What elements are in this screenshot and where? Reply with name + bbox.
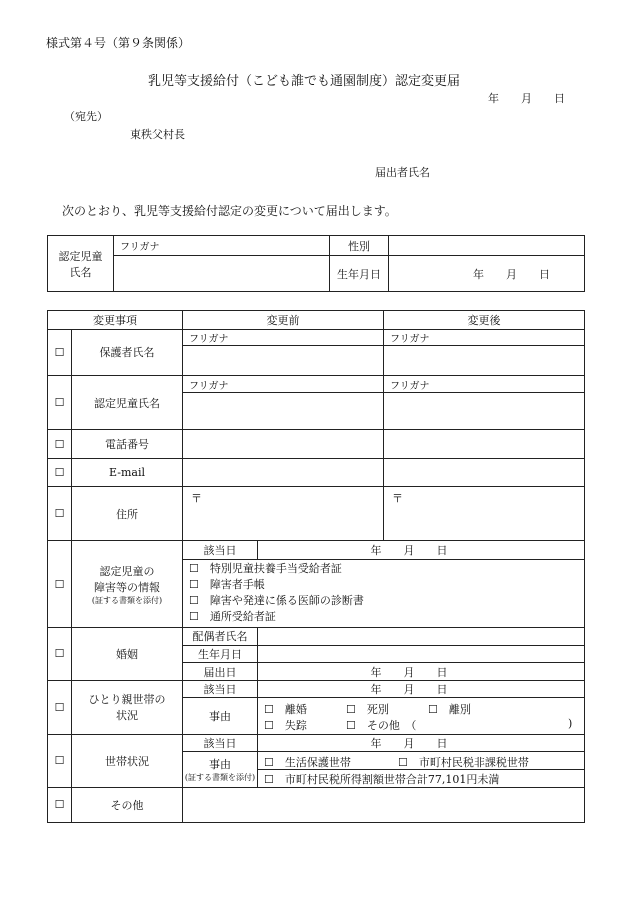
- checkbox-phone[interactable]: ☐: [48, 430, 72, 459]
- applicant-name-label: 届出者氏名: [375, 166, 430, 179]
- single-parent-date-field[interactable]: 年 月 日: [258, 680, 585, 698]
- child-before-field[interactable]: [183, 392, 384, 429]
- address-after-field[interactable]: 〒: [384, 487, 585, 541]
- guardian-after-furigana[interactable]: フリガナ: [384, 329, 585, 346]
- disability-option-2[interactable]: ☐ 障害者手帳: [189, 577, 265, 591]
- single-parent-reasons: [258, 698, 585, 734]
- checkbox-other[interactable]: ☐: [48, 787, 72, 822]
- child-furigana-field[interactable]: フリガナ: [114, 236, 330, 256]
- checkbox-disability[interactable]: ☐: [48, 541, 72, 628]
- change-table: [47, 310, 585, 823]
- checkbox-address[interactable]: ☐: [48, 487, 72, 541]
- marriage-label: 婚姻: [72, 628, 183, 681]
- intro-text: 次のとおり、乳児等支援給付認定の変更について届出します。: [62, 204, 397, 218]
- disability-option-1[interactable]: ☐ 特別児童扶養手当受給者証: [189, 561, 342, 575]
- checkbox-email[interactable]: ☐: [48, 459, 72, 487]
- header-before: 変更前: [183, 311, 384, 330]
- email-before-field[interactable]: [183, 459, 384, 487]
- reason-other-close: ): [568, 717, 573, 731]
- child-name-label: 認定児童氏名: [72, 376, 183, 430]
- child-after-field[interactable]: [384, 392, 585, 429]
- other-field[interactable]: [183, 787, 585, 822]
- addressee: 東秩父村長: [130, 128, 185, 141]
- household-option-tax-exempt[interactable]: ☐ 市町村民税非課税世帯: [398, 755, 529, 769]
- spouse-label: 配偶者氏名: [183, 628, 258, 646]
- addressee-label: （宛先）: [64, 110, 108, 123]
- single-parent-reason-label: 事由: [183, 698, 258, 734]
- household-options: [258, 752, 585, 787]
- checkbox-single-parent[interactable]: ☐: [48, 680, 72, 734]
- checkbox-guardian[interactable]: ☐: [48, 329, 72, 376]
- disability-option-4[interactable]: ☐ 通所受給者証: [189, 609, 276, 623]
- checkbox-marriage[interactable]: ☐: [48, 628, 72, 681]
- household-label: 世帯状況: [72, 734, 183, 787]
- single-parent-date-label: 該当日: [183, 680, 258, 698]
- disability-option-3[interactable]: ☐ 障害や発達に係る医師の診断書: [189, 593, 364, 607]
- sex-field[interactable]: [389, 236, 585, 256]
- phone-after-field[interactable]: [384, 430, 585, 459]
- reason-bereavement[interactable]: ☐ 死別: [346, 703, 389, 717]
- email-label: E-mail: [72, 459, 183, 487]
- household-date-label: 該当日: [183, 734, 258, 752]
- reason-other[interactable]: ☐ その他 （: [346, 719, 417, 733]
- child-name-field[interactable]: [114, 256, 330, 292]
- phone-before-field[interactable]: [183, 430, 384, 459]
- spouse-dob-field[interactable]: [258, 645, 585, 663]
- date-line: 年 月 日: [488, 92, 565, 105]
- checkbox-household[interactable]: ☐: [48, 734, 72, 787]
- household-date-field[interactable]: 年 月 日: [258, 734, 585, 752]
- email-after-field[interactable]: [384, 459, 585, 487]
- other-label: その他: [72, 787, 183, 822]
- spouse-dob-label: 生年月日: [183, 645, 258, 663]
- guardian-label: 保護者氏名: [72, 329, 183, 376]
- sex-label: 性別: [330, 236, 389, 256]
- header-item: 変更事項: [48, 311, 183, 330]
- child-after-furigana[interactable]: フリガナ: [384, 376, 585, 393]
- reason-separation[interactable]: ☐ 離別: [428, 703, 471, 717]
- guardian-before-field[interactable]: [183, 346, 384, 376]
- dob-field[interactable]: 年 月 日: [389, 256, 585, 292]
- child-before-furigana[interactable]: フリガナ: [183, 376, 384, 393]
- guardian-after-field[interactable]: [384, 346, 585, 376]
- form-number: 様式第４号（第９条関係）: [46, 36, 191, 50]
- disability-label: 認定児童の 障害等の情報 (証する書類を添付): [72, 541, 183, 628]
- spouse-field[interactable]: [258, 628, 585, 646]
- disability-options: [183, 559, 585, 627]
- single-parent-label: ひとり親世帯の 状況: [72, 680, 183, 734]
- disability-date-label: 該当日: [183, 541, 258, 560]
- header-after: 変更後: [384, 311, 585, 330]
- household-option-welfare[interactable]: ☐ 生活保護世帯: [264, 755, 351, 769]
- checkbox-child-name[interactable]: ☐: [48, 376, 72, 430]
- page-title: 乳児等支援給付（こども誰でも通園制度）認定変更届: [148, 74, 461, 89]
- reason-missing[interactable]: ☐ 失踪: [264, 719, 307, 733]
- disability-date-field[interactable]: 年 月 日: [258, 541, 585, 560]
- reason-divorce[interactable]: ☐ 離婚: [264, 703, 307, 717]
- child-label: 認定児童 氏名: [48, 236, 114, 292]
- household-reason-label: 事由 (証する書類を添付): [183, 752, 258, 787]
- household-option-income[interactable]: ☐ 市町村民税所得割額世帯合計77,101円未満: [264, 772, 500, 786]
- marriage-filed-field[interactable]: 年 月 日: [258, 663, 585, 681]
- address-label: 住所: [72, 487, 183, 541]
- dob-label: 生年月日: [330, 256, 389, 292]
- marriage-filed-label: 届出日: [183, 663, 258, 681]
- child-table: [47, 235, 585, 292]
- phone-label: 電話番号: [72, 430, 183, 459]
- address-before-field[interactable]: 〒: [183, 487, 384, 541]
- guardian-before-furigana[interactable]: フリガナ: [183, 329, 384, 346]
